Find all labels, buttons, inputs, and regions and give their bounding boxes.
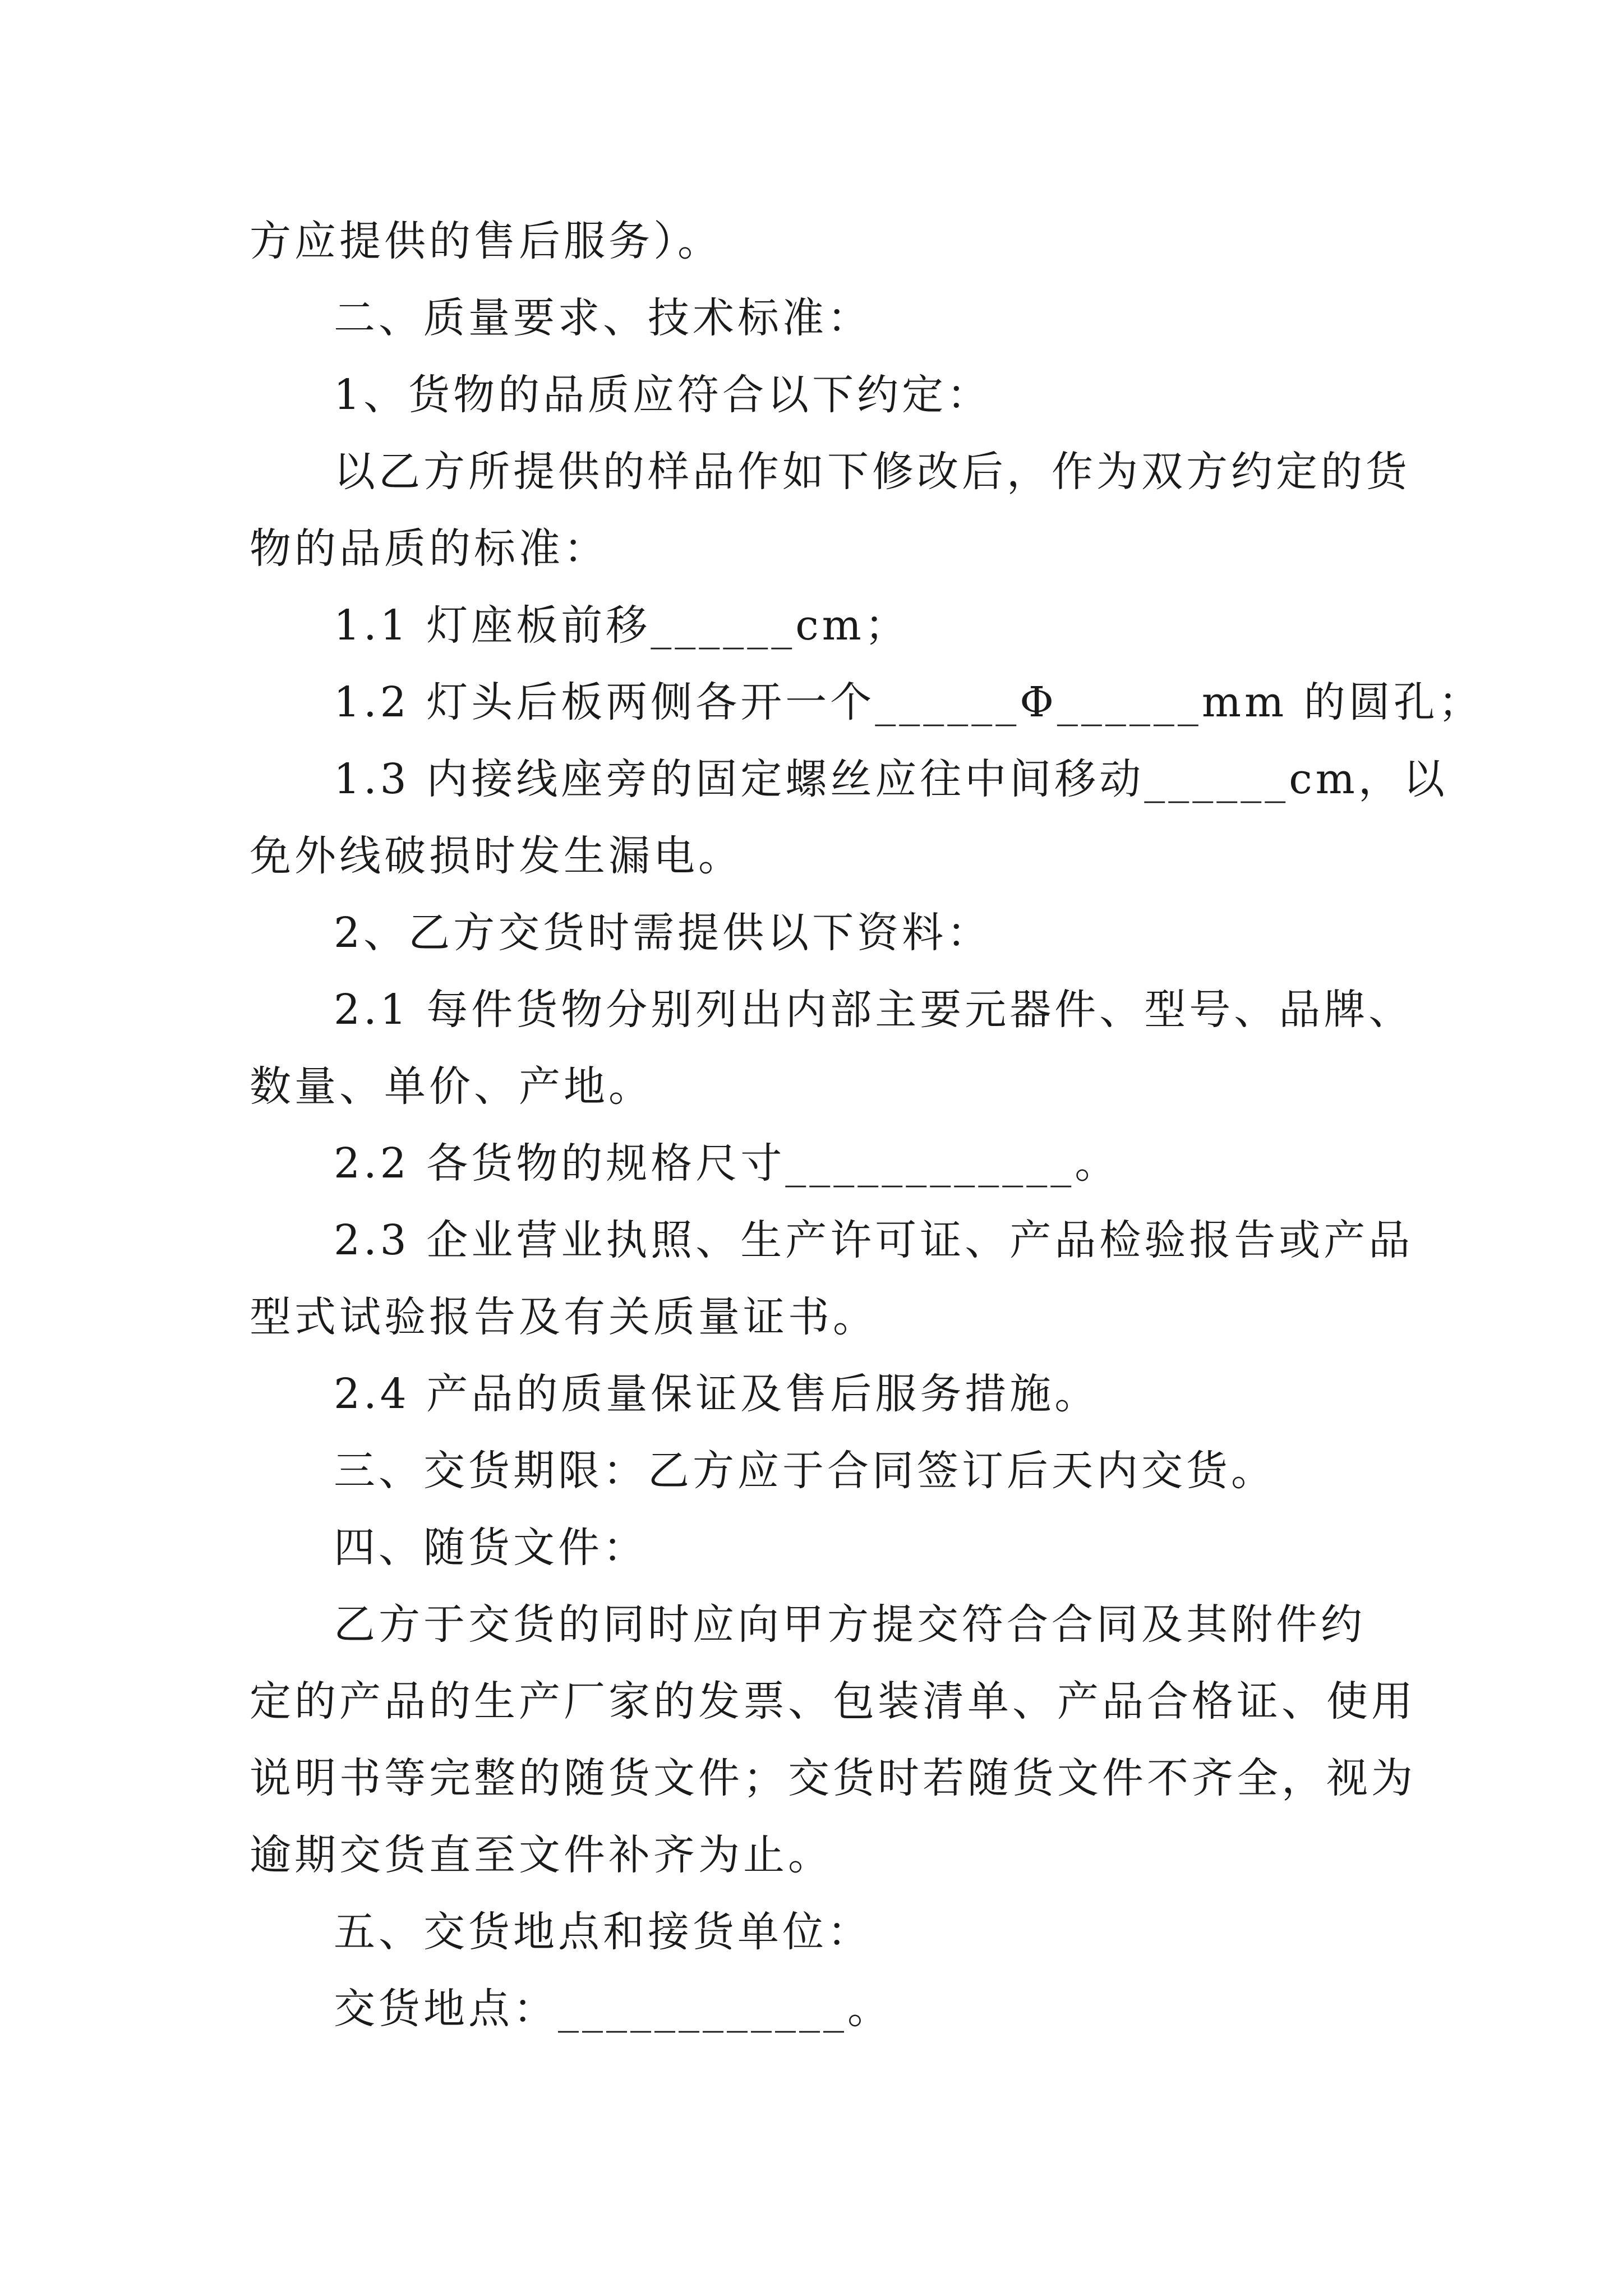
text-line: 免外线破损时发生漏电。: [250, 832, 743, 880]
text-line: 2.1 每件货物分别列出内部主要元器件、型号、品牌、: [334, 986, 1414, 1034]
section-heading-documents: 四、随货文件：: [334, 1524, 648, 1572]
text-line: 2、乙方交货时需提供以下资料：: [334, 909, 992, 957]
text-line: 2.4 产品的质量保证及售后服务措施。: [334, 1370, 1100, 1418]
text-line: 1、货物的品质应符合以下约定：: [334, 371, 992, 419]
text-line: 乙方于交货的同时应向甲方提交符合合同及其附件约: [334, 1600, 1366, 1649]
text-line: 逾期交货直至文件补齐为止。: [250, 1831, 833, 1879]
document-body: [250, 203, 1483, 2047]
section-heading-delivery-period: 三、交货期限：乙方应于合同签订后天内交货。: [334, 1447, 1276, 1495]
text-line: 数量、单价、产地。: [250, 1062, 653, 1111]
text-line: 定的产品的生产厂家的发票、包装清单、产品合格证、使用: [250, 1677, 1416, 1726]
text-line: 2.3 企业营业执照、生产许可证、产品检验报告或产品: [334, 1216, 1414, 1264]
text-line: 1.1 灯座板前移______cm；: [334, 601, 910, 650]
section-heading-quality: 二、质量要求、技术标准：: [334, 294, 872, 342]
text-line: 型式试验报告及有关质量证书。: [250, 1293, 878, 1341]
text-line: 1.3 内接线座旁的固定螺丝应往中间移动______cm，以: [334, 755, 1448, 803]
text-line: 1.2 灯头后板两侧各开一个______Φ______mm 的圆孔；: [334, 678, 1483, 726]
section-heading-delivery-place: 五、交货地点和接货单位：: [334, 1908, 872, 1956]
text-line: 物的品质的标准：: [250, 524, 608, 573]
text-line: 以乙方所提供的样品作如下修改后，作为双方约定的货: [334, 448, 1410, 496]
text-line: 交货地点：____________。: [334, 1985, 892, 2033]
text-line: 方应提供的售后服务）。: [250, 217, 722, 265]
text-line: 2.2 各货物的规格尺寸____________。: [334, 1139, 1120, 1188]
text-line: 说明书等完整的随货文件；交货时若随货文件不齐全，视为: [250, 1754, 1416, 1802]
